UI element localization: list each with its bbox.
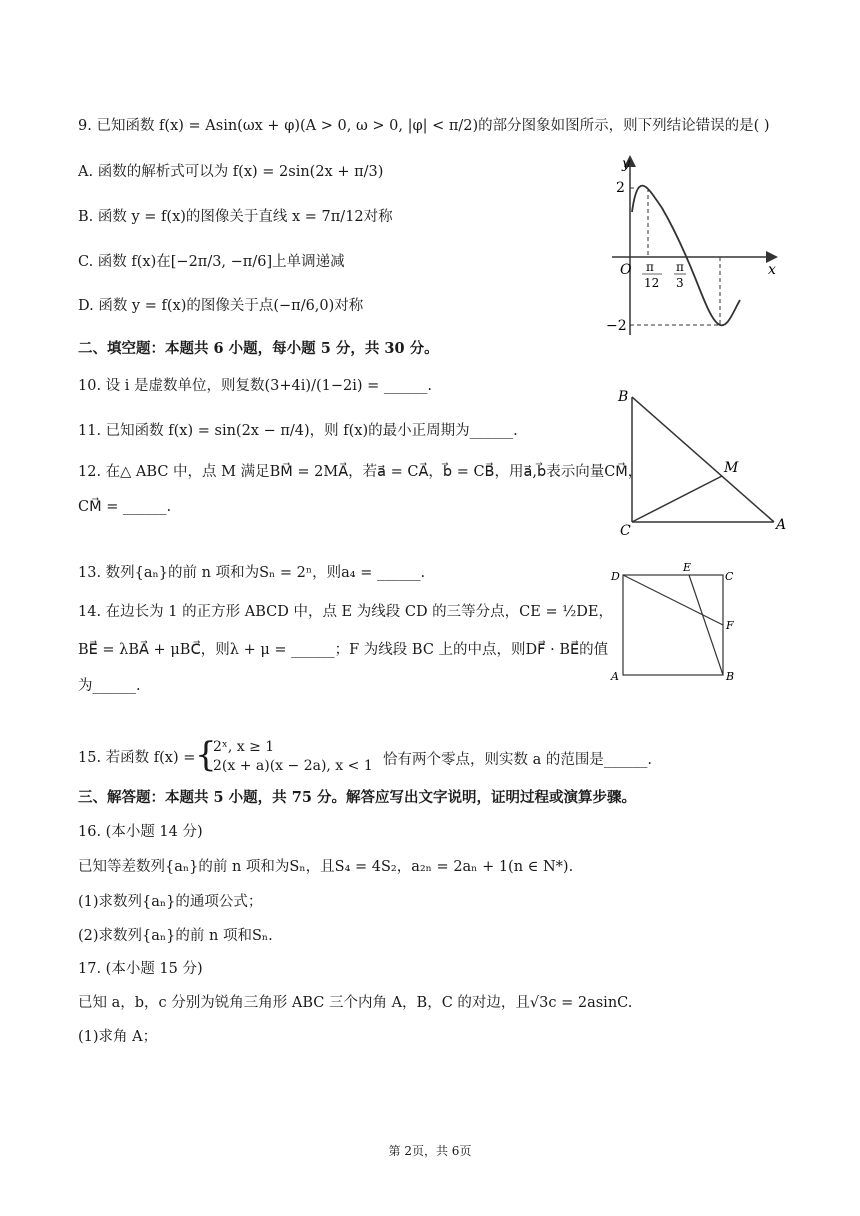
page-footer: 第 2页，共 6页 xyxy=(388,1144,472,1158)
q11: 11. 已知函数 f(x) = sin(2x − π/4)，则 f(x)的最小正周期为______. xyxy=(78,423,518,439)
x-label: x xyxy=(768,262,776,278)
q17-part1: (1)求角 A； xyxy=(78,1029,158,1045)
q15-brace: { xyxy=(195,735,217,775)
point-m: M xyxy=(724,460,739,476)
q15-suffix: 恰有两个零点，则实数 a 的范围是______. xyxy=(383,752,652,768)
q14-line3: 为______. xyxy=(78,678,141,694)
tick-pi12-den: 12 xyxy=(644,276,660,290)
vertex-a: A xyxy=(611,670,619,683)
q15-case2: 2(x + a)(x − 2a), x < 1 xyxy=(213,758,373,774)
y-max-label: 2 xyxy=(616,180,625,196)
vertex-b: B xyxy=(618,389,629,405)
q12-triangle-figure xyxy=(610,385,800,540)
tick-pi3-den: 3 xyxy=(676,276,684,290)
q16-title: 16. (本小题 14 分) xyxy=(78,824,203,840)
q13: 13. 数列{aₙ}的前 n 项和为Sₙ = 2ⁿ，则a₄ = ______. xyxy=(78,565,426,581)
q9-option-c: C. 函数 f(x)在[−2π/3, −π/6]上单调递减 xyxy=(78,254,345,270)
segment-df xyxy=(623,575,723,625)
q10: 10. 设 i 是虚数单位，则复数(3+4i)/(1−2i) = ______. xyxy=(78,378,432,394)
vertex-c: C xyxy=(620,523,631,539)
q12-line2: CM⃗ = ______. xyxy=(78,499,172,515)
vertex-b: B xyxy=(726,670,735,683)
q15-prefix: 15. 若函数 f(x) = xyxy=(78,750,196,766)
y-min-label: −2 xyxy=(606,318,627,334)
tick-pi12-num: π xyxy=(646,260,654,274)
origin-label: O xyxy=(620,262,632,278)
q9-sine-graph xyxy=(600,150,800,340)
q9-option-d: D. 函数 y = f(x)的图像关于点(−π/6,0)对称 xyxy=(78,298,364,314)
q15-case1: 2ˣ, x ≥ 1 xyxy=(213,739,275,755)
tick-pi3-num: π xyxy=(676,260,684,274)
q17-stem: 已知 a，b，c 分别为锐角三角形 ABC 三个内角 A，B，C 的对边，且√3c = 2asinC. xyxy=(78,995,633,1011)
segment-be xyxy=(689,575,723,675)
square-abcd xyxy=(623,575,723,675)
q16-part1: (1)求数列{aₙ}的通项公式； xyxy=(78,894,263,910)
side-ba xyxy=(632,397,774,522)
segment-cm xyxy=(632,476,722,522)
y-label: y xyxy=(622,156,630,172)
point-f: F xyxy=(726,619,734,632)
section-2-heading: 二、填空题：本题共 6 小题，每小题 5 分，共 30 分。 xyxy=(78,340,439,357)
sine-curve xyxy=(632,186,740,326)
vertex-d: D xyxy=(611,570,620,583)
q9-stem: 9. 已知函数 f(x) = Asin(ωx + φ)(A > 0, ω > 0, |φ| < π/2)的部分图象如图所示，则下列结论错误的是( ) xyxy=(78,118,770,134)
q12-line1: 12. 在△ ABC 中，点 M 满足BM⃗ = 2MA⃗，若a⃗ = CA⃗，b⃗ = CB⃗，用a⃗,b⃗表示向量CM⃗， xyxy=(78,464,643,480)
q14-line2: BE⃗ = λBA⃗ + μBC⃗，则λ + μ = ______；F 为线段 BC 上的中点，则DF⃗ · BE⃗的值 xyxy=(78,642,609,658)
section-3-heading: 三、解答题：本题共 5 小题，共 75 分。解答应写出文字说明，证明过程或演算步骤。 xyxy=(78,789,636,806)
q9-option-b: B. 函数 y = f(x)的图像关于直线 x = 7π/12对称 xyxy=(78,209,393,225)
point-e: E xyxy=(683,561,692,574)
q14-line1: 14. 在边长为 1 的正方形 ABCD 中，点 E 为线段 CD 的三等分点，CE = ½DE， xyxy=(78,604,613,620)
q17-title: 17. (本小题 15 分) xyxy=(78,961,203,977)
q9-option-a: A. 函数的解析式可以为 f(x) = 2sin(2x + π/3) xyxy=(78,164,384,180)
q14-square-figure xyxy=(605,560,755,685)
vertex-c: C xyxy=(725,570,734,583)
q16-part2: (2)求数列{aₙ}的前 n 项和Sₙ. xyxy=(78,928,273,944)
q16-stem: 已知等差数列{aₙ}的前 n 项和为Sₙ，且S₄ = 4S₂，a₂ₙ = 2aₙ + 1(n ∈ N*). xyxy=(78,859,574,875)
vertex-a: A xyxy=(776,517,787,533)
